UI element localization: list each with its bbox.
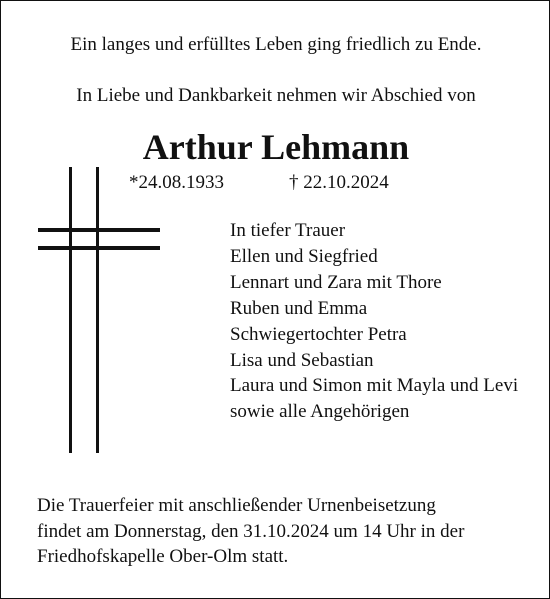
intro-text: Ein langes und erfülltes Leben ging friedlich zu Ende.: [70, 34, 482, 55]
mourner-entry: Schwiegertochter Petra: [230, 323, 407, 345]
mourner-entry: Lisa und Sebastian: [230, 349, 374, 371]
mourner-entry: Laura und Simon mit Mayla und Levi: [230, 375, 519, 397]
mourners-list: [230, 218, 518, 425]
mourner-entry: Ruben und Emma: [230, 297, 368, 319]
funeral-service-info: [37, 493, 464, 570]
farewell-text: In Liebe und Dankbarkeit nehmen wir Abschied von: [76, 85, 476, 106]
service-line: Die Trauerfeier mit anschließender Urnenbeisetzung: [37, 495, 436, 516]
mourner-entry: Ellen und Siegfried: [230, 245, 378, 267]
deceased-name: Arthur Lehmann: [142, 127, 410, 167]
mourner-entry: sowie alle Angehörigen: [230, 401, 410, 423]
latin-cross-icon: [38, 167, 160, 453]
mourner-entry: Lennart und Zara mit Thore: [230, 271, 442, 293]
service-line: findet am Donnerstag, den 31.10.2024 um 14 Uhr in der: [37, 520, 465, 542]
birth-date: *24.08.1933: [129, 172, 224, 193]
mourners-heading: In tiefer Trauer: [230, 220, 346, 241]
death-date: † 22.10.2024: [289, 172, 389, 193]
service-line: Friedhofskapelle Ober-Olm statt.: [37, 546, 289, 568]
